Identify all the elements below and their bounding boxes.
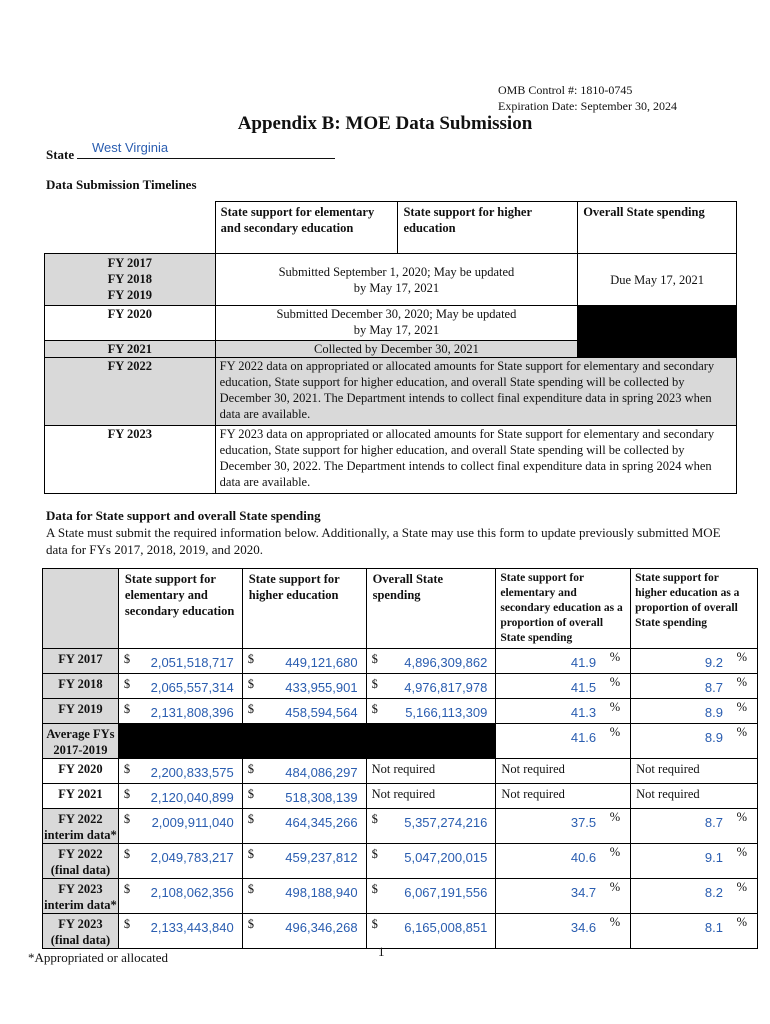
row-overall-amount[interactable]: $ 5,047,200,015 xyxy=(366,844,496,879)
tl-fy17-19: FY 2017 FY 2018 FY 2019 xyxy=(45,254,216,306)
row-elem-pct[interactable]: 41.3 % xyxy=(496,699,631,724)
row-higher-pct[interactable]: 8.7 % xyxy=(631,674,758,699)
row-higher-amount[interactable]: $ 464,345,266 xyxy=(242,809,366,844)
row-fy-label: FY 2018 xyxy=(43,674,119,699)
row-overall-amount[interactable]: $ 6,067,191,556 xyxy=(366,879,496,914)
fy2020-higher[interactable]: $ 484,086,297 xyxy=(242,759,366,784)
state-label: State xyxy=(46,147,75,162)
row-higher-pct[interactable]: 9.2 % xyxy=(631,649,758,674)
row-higher-pct[interactable]: 8.7 % xyxy=(631,809,758,844)
table-row xyxy=(43,699,758,724)
row-elem-amount[interactable]: $ 2,049,783,217 xyxy=(118,844,242,879)
moe-data-table xyxy=(42,568,758,949)
row-elem-amount[interactable]: $ 2,009,911,040 xyxy=(118,809,242,844)
row-elem-pct[interactable]: 41.9 % xyxy=(496,649,631,674)
avg-label: Average FYs 2017-2019 xyxy=(43,724,119,759)
tl-fy23: FY 2023 xyxy=(45,426,216,494)
fy2020-overall: Not required xyxy=(366,759,496,784)
row-fy-label: FY 2019 xyxy=(43,699,119,724)
tl-header-overall: Overall State spending xyxy=(578,202,737,254)
row-elem-amount[interactable]: $ 2,051,518,717 xyxy=(118,649,242,674)
row-higher-pct[interactable]: 9.1 % xyxy=(631,844,758,879)
row-higher-amount[interactable]: $ 459,237,812 xyxy=(242,844,366,879)
omb-info xyxy=(498,82,677,114)
fy2021-overall: Not required xyxy=(366,784,496,809)
header-overall: Overall State spending xyxy=(366,569,496,649)
fy2021-label: FY 2021 xyxy=(43,784,119,809)
fy2021-higher[interactable]: $ 518,308,139 xyxy=(242,784,366,809)
row-elem-pct[interactable]: 37.5 % xyxy=(496,809,631,844)
row-elem-pct[interactable]: 41.5 % xyxy=(496,674,631,699)
row-overall-amount[interactable]: $ 4,976,817,978 xyxy=(366,674,496,699)
fy2020-label: FY 2020 xyxy=(43,759,119,784)
page-number: 1 xyxy=(378,944,385,959)
tl-header-elem: State support for elementary and secondary education xyxy=(215,202,398,254)
avg-higher-pct[interactable]: 8.9 % xyxy=(631,724,758,759)
row-higher-amount[interactable]: $ 496,346,268 xyxy=(242,914,366,949)
tl-fy17-19-submitted: Submitted September 1, 2020; May be updated by May 17, 2021 xyxy=(215,254,578,306)
fy2021-elem-pct: Not required xyxy=(496,784,631,809)
header-higher-pct: State support for higher education as a proportion of overall State spending xyxy=(631,569,758,649)
row-fy-label: FY 2017 xyxy=(43,649,119,674)
timelines-table xyxy=(44,201,737,494)
expiration-date: Expiration Date: September 30, 2024 xyxy=(498,99,677,113)
row-elem-amount[interactable]: $ 2,108,062,356 xyxy=(118,879,242,914)
row-overall-amount[interactable]: $ 5,166,113,309 xyxy=(366,699,496,724)
row-overall-amount[interactable]: $ 6,165,008,851 xyxy=(366,914,496,949)
row-overall-amount[interactable]: $ 4,896,309,862 xyxy=(366,649,496,674)
row-higher-amount[interactable]: $ 498,188,940 xyxy=(242,879,366,914)
state-field xyxy=(46,146,335,163)
table-row xyxy=(43,914,758,949)
fy2020-elem[interactable]: $ 2,200,833,575 xyxy=(118,759,242,784)
tl-fy23-text: FY 2023 data on appropriated or allocated amounts for State support for elementary and secondary education, State support for higher education, and overall State spending will be collected by December 30, 2022. The Department intends to collect final expenditure data in spring 2024 when data are available. xyxy=(215,426,736,494)
table-row xyxy=(43,879,758,914)
tl-fy21: FY 2021 xyxy=(45,341,216,358)
table-row xyxy=(43,844,758,879)
row-elem-pct[interactable]: 34.7 % xyxy=(496,879,631,914)
fy2020-elem-pct: Not required xyxy=(496,759,631,784)
header-elem-pct: State support for elementary and secondary education as a proportion of overall State spending xyxy=(496,569,631,649)
row-higher-amount[interactable]: $ 433,955,901 xyxy=(242,674,366,699)
row-higher-amount[interactable]: $ 458,594,564 xyxy=(242,699,366,724)
row-fy-label: FY 2023 (final data) xyxy=(43,914,119,949)
timelines-heading: Data Submission Timelines xyxy=(46,177,197,192)
header-higher: State support for higher education xyxy=(242,569,366,649)
row-higher-pct[interactable]: 8.1 % xyxy=(631,914,758,949)
tl-fy21-collected: Collected by December 30, 2021 xyxy=(215,341,578,358)
footnote: *Appropriated or allocated xyxy=(28,950,169,965)
row-fy-label: FY 2022 interim data* xyxy=(43,809,119,844)
table-row xyxy=(43,649,758,674)
row-elem-amount[interactable]: $ 2,133,443,840 xyxy=(118,914,242,949)
fy2021-higher-pct: Not required xyxy=(631,784,758,809)
row-higher-pct[interactable]: 8.2 % xyxy=(631,879,758,914)
header-elem: State support for elementary and secondary education xyxy=(118,569,242,649)
table-row xyxy=(43,809,758,844)
omb-control: OMB Control #: 1810-0745 xyxy=(498,83,633,97)
row-higher-pct[interactable]: 8.9 % xyxy=(631,699,758,724)
tl-fy17-19-overall: Due May 17, 2021 xyxy=(578,254,737,306)
fy2020-higher-pct: Not required xyxy=(631,759,758,784)
row-elem-pct[interactable]: 40.6 % xyxy=(496,844,631,879)
tl-fy22-text: FY 2022 data on appropriated or allocated amounts for State support for elementary and secondary education, State support for higher education, and overall State spending will be collected by December 30, 2021. The Department intends to collect final expenditure data in spring 2023 when data are available. xyxy=(215,358,736,426)
avg-elem-pct[interactable]: 41.6 % xyxy=(496,724,631,759)
tl-fy20-submitted: Submitted December 30, 2020; May be updated by May 17, 2021 xyxy=(215,306,578,341)
row-fy-label: FY 2023 interim data* xyxy=(43,879,119,914)
row-elem-amount[interactable]: $ 2,065,557,314 xyxy=(118,674,242,699)
page-title: Appendix B: MOE Data Submission xyxy=(237,113,533,134)
row-elem-pct[interactable]: 34.6 % xyxy=(496,914,631,949)
state-value[interactable]: West Virginia xyxy=(92,140,169,155)
table-row xyxy=(43,674,758,699)
tl-header-higher: State support for higher education xyxy=(398,202,578,254)
tl-fy20: FY 2020 xyxy=(45,306,216,341)
row-overall-amount[interactable]: $ 5,357,274,216 xyxy=(366,809,496,844)
fy2021-elem[interactable]: $ 2,120,040,899 xyxy=(118,784,242,809)
tl-fy22: FY 2022 xyxy=(45,358,216,426)
data-paragraph: A State must submit the required information below. Additionally, a State may use this form to update previously submitted MOE data for FYs 2017, 2018, 2019, and 2020. xyxy=(46,525,721,557)
data-heading: Data for State support and overall State spending xyxy=(46,508,321,523)
row-fy-label: FY 2022 (final data) xyxy=(43,844,119,879)
row-higher-amount[interactable]: $ 449,121,680 xyxy=(242,649,366,674)
row-elem-amount[interactable]: $ 2,131,808,396 xyxy=(118,699,242,724)
